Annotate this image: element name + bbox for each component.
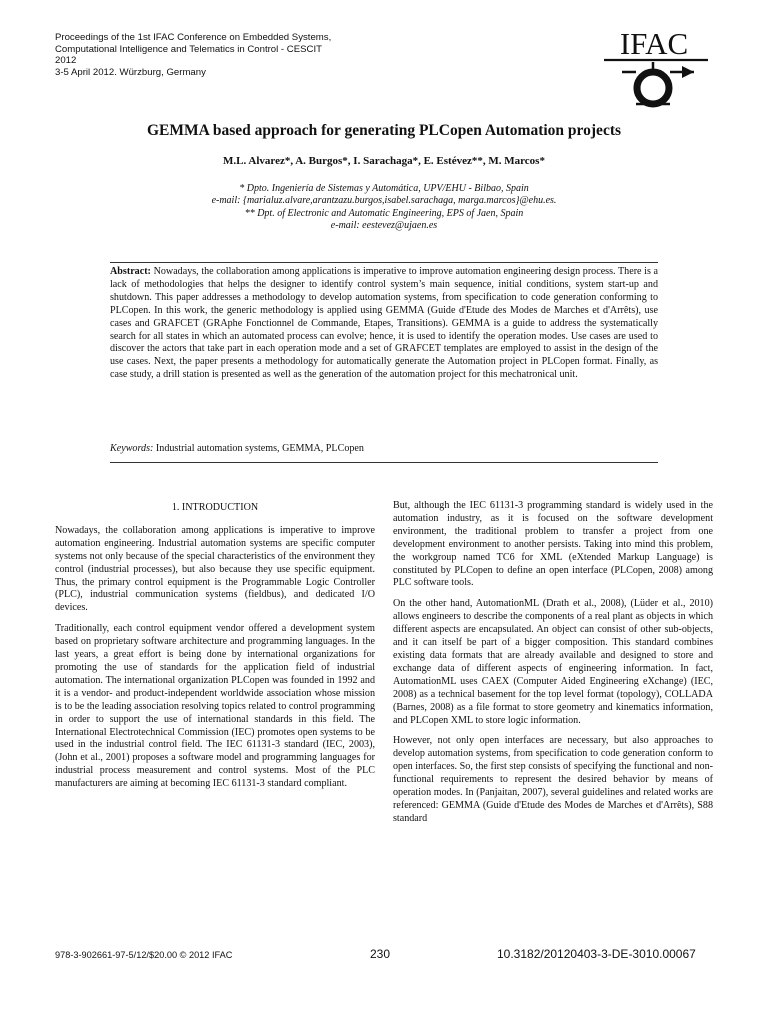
logo-text: IFAC bbox=[619, 26, 689, 61]
abstract-bottom-rule bbox=[110, 462, 658, 463]
paragraph: Nowadays, the collaboration among applications is imperative to improve automation engineering. Industrial automation systems are specific computer systems not only because of the special characteristics of the environment they control (industrial processes), but also because they use specific equipment. Thus, the primary control equipment is the Programmable Logic Controller (PLC), industrial communication systems (fieldbus), and dedicated I/O devices. bbox=[55, 524, 375, 614]
footer-isbn: 978-3-902661-97-5/12/$20.00 © 2012 IFAC bbox=[55, 950, 233, 960]
affiliation-line: ** Dpt. of Electronic and Automatic Engineering, EPS of Jaen, Spain bbox=[244, 207, 524, 219]
affiliation-email: e-mail: eestevez@ujaen.es bbox=[330, 220, 438, 232]
keywords bbox=[110, 443, 658, 456]
proceedings-header bbox=[55, 32, 375, 78]
paragraph: Traditionally, each control equipment vendor offered a development system based on proprietary software architecture and programming languages. In the last years, a great effort is being done by international organizations for promoting the use of standards for the application field of industrial automation. The international organization PLCopen was founded in 1992 and it is a vendor- and product-independent worldwide association whose mission is to be the leading association resolving topics related to control programming in order to support the use of international standards in this field. The International Electrotechnical Commission (IEC) promotes open systems to be used in the industrial control field. The IEC 61131-3 standard (IEC, 2003), (John et al., 2001) proposes a software model and programming languages for industrial process measurement and control systems. Most of the PLC manufacturers are aiming at becoming IEC 61131-3 standard compliant. bbox=[55, 623, 375, 790]
right-column bbox=[393, 500, 713, 834]
proceedings-line: Proceedings of the 1st IFAC Conference on Embedded Systems, bbox=[55, 32, 332, 43]
section-heading: 1. INTRODUCTION bbox=[171, 502, 259, 513]
left-column bbox=[55, 500, 375, 799]
keywords-text: Industrial automation systems, GEMMA, PLCopen bbox=[155, 443, 364, 454]
paragraph: On the other hand, AutomationML (Drath et al., 2008), (Lüder et al., 2010) allows engineers to describe the components of a real plant as objects in which different aspects are encapsulated. An object can consist of other sub-objects, and it can itself be part of a bigger composition. This standard combines existing data formats that are already available and designed to store and exchange data of different aspects of engineering information. In fact, AutomationML uses CAEX (Computer Aided Engineering eXchange) (IEC, 2008) as a technical basement for the top level format (topology), COLLADA (Barnes, 2008) as a file format to store geometry and kinematics information, and PLCopen XML to store logic information. bbox=[393, 598, 713, 726]
affiliation-line: * Dpto. Ingeniería de Sistemas y Automática, UPV/EHU - Bilbao, Spain bbox=[239, 183, 529, 194]
affiliation-email: e-mail: {marialuz.alvare,arantzazu.burgos,isabel.sarachaga, marga.marcos}@ehu.es. bbox=[211, 195, 557, 207]
abstract-text: Nowadays, the collaboration among applications is imperative to improve automation engineering design process. There is a lack of methodologies that helps the designer to identify control system’s main sequence, initial conditions, system start-up and shutdown. This paper addresses a methodology to develop automation systems, from specification to code generation conforming to PLCopen. In this work, the generic methodology is applied using GEMMA (Guide d'Etude des Modes de Marches et d'Arrêts), use cases and GRAFCET (GRAphe Fonctionnel de Commande, Etapes, Transitions). GEMMA is a guide to address the systematically search for all states in which an automated process can evolve; hence, it is used to identify the operation modes. Use cases are used to discover the actors that take part in each operation mode and a set of GRAFCET templates are employed to assist in the design of the use cases. Next, the paper presents a methodology for automatically generate the Automation project in PLCopen format. Finally, as case study, a drill station is presented as well as the generation of the automation project for this mechatronical unit. bbox=[110, 266, 658, 381]
authors: M.L. Alvarez*, A. Burgos*, I. Sarachaga*, E. Estévez**, M. Marcos* bbox=[223, 155, 545, 167]
paragraph: However, not only open interfaces are necessary, but also approaches to develop automation systems, from specification to code generation conform to open interfaces. So, the first step consists of specifying the functional and non-functional requirements to represent the desired behavior by means of operation modes. In (Panjaitan, 2007), several guidelines and related works are referenced: GEMMA (Guide d'Etude des Modes de Marches et d'Arrêts), S88 standard bbox=[393, 735, 713, 824]
proceedings-line: 2012 bbox=[55, 55, 77, 67]
abstract bbox=[110, 266, 658, 382]
ifac-logo bbox=[596, 26, 712, 118]
proceedings-line: Computational Intelligence and Telematics in Control - CESCIT bbox=[55, 43, 322, 55]
footer-doi: 10.3182/20120403-3-DE-3010.00067 bbox=[497, 947, 696, 961]
proceedings-line: 3-5 April 2012. Würzburg, Germany bbox=[55, 66, 206, 78]
abstract-label: Abstract: bbox=[110, 266, 151, 277]
paragraph: But, although the IEC 61131-3 programming standard is widely used in the automation industry, as it is focused on the software development environment, the traditional problem to transfer a project from one development environment to another persists. Taking into mind this problem, the workgroup named TC6 for XML (eXtended Markup Language) is constituted by PLCopen to define an open interface (PLCopen, 2008) among PLC software tools. bbox=[393, 500, 713, 589]
paper-title: GEMMA based approach for generating PLCopen Automation projects bbox=[146, 122, 622, 139]
keywords-label: Keywords: bbox=[110, 443, 154, 454]
affiliations bbox=[55, 183, 713, 233]
abstract-top-rule bbox=[110, 262, 658, 263]
page-number: 230 bbox=[370, 947, 391, 961]
